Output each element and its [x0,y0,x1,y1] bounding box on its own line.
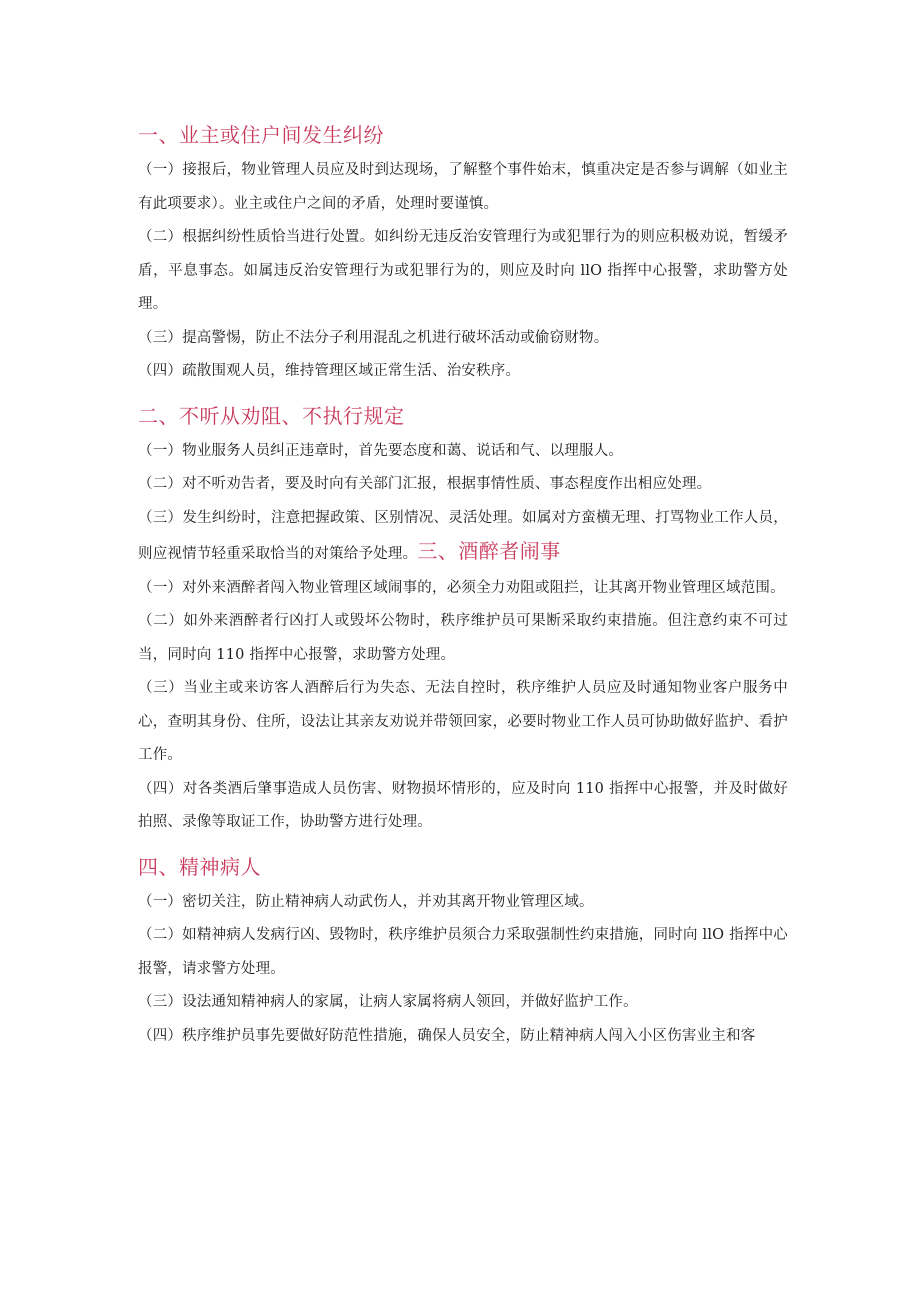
paragraph: （二）如外来酒醉者行凶打人或毁坏公物时，秩序维护员可果断采取约束措施。但注意约束不可过当，同时向 110 指挥中心报警，求助警方处理。 [138,613,788,663]
section-heading: 一、业主或住户间发生纠纷 [138,123,384,147]
document-page [138,120,788,1053]
section-spacer [138,840,788,852]
paragraph: （二）对不听劝告者，要及时向有关部门汇报，根据事情性质、事态程度作出相应处理。 [138,476,712,492]
paragraph: （二）如精神病人发病行凶、毁物时，秩序维护员须合力采取强制性约束措施，同时向 llO 指挥中心报警，请求警方处理。 [138,927,788,977]
inline-section-heading: 三、酒醉者闹事 [417,539,561,563]
section-heading: 四、精神病人 [138,854,261,879]
paragraph: （一）密切关注，防止精神病人动武伤人，并劝其离开物业管理区域。 [138,893,594,910]
paragraph: （二）根据纠纷性质恰当进行处置。如纠纷无违反治安管理行为或犯罪行为的则应积极劝说，暂缓矛盾，平息事态。如属违反治安管理行为或犯罪行为的，则应及时向 llO 指挥中心报警，求助警方处理。 [138,229,788,312]
paragraph: （一）物业服务人员纠正违章时，首先要态度和蔼、说话和气、以理服人。 [138,442,624,459]
paragraph: （四）疏散围观人员，维持管理区域正常生活、治安秩序。 [138,363,521,379]
paragraph-text: （三）发生纠纷时，注意把握政策、区别情况、灵活处理。如属对方蛮横无理、打骂物业工作人员，则应视情节轻重采取恰当的对策给予处理。 [138,509,788,562]
paragraph: （四）秩序维护员事先要做好防范性措施，确保人员安全，防止精神病人闯入小区伤害业主和客 [138,1027,756,1044]
paragraph: （三）设法通知精神病人的家属，让病人家属将病人领回，并做好监护工作。 [138,994,638,1010]
paragraph: （一）对外来酒醉者闯入物业管理区域闹事的，必须全力劝阻或阻拦，让其离开物业管理区域范围。 [138,579,785,596]
paragraph: （三）提高警惕，防止不法分子利用混乱之机进行破坏活动或偷窃财物。 [138,329,609,346]
paragraph: （四）对各类酒后肇事造成人员伤害、财物损坏情形的，应及时向 110 指挥中心报警，并及时做好拍照、录像等取证工作，协助警方进行处理。 [138,780,788,830]
section-spacer [138,389,788,401]
paragraph: （一）接报后，物业管理人员应及时到达现场，了解整个事件始末，慎重决定是否参与调解（如业主有此项要求）。业主或住户之间的矛盾，处理时要谨慎。 [138,162,788,212]
section-heading: 二、不听从劝阻、不执行规定 [138,403,405,428]
paragraph: （三）当业主或来访客人酒醉后行为失态、无法自控时，秩序维护人员应及时通知物业客户服务中心，查明其身份、住所，设法让其亲友劝说并带领回家，必要时物业工作人员可协助做好监护、看护工作。 [138,680,788,763]
paragraph [138,502,788,572]
